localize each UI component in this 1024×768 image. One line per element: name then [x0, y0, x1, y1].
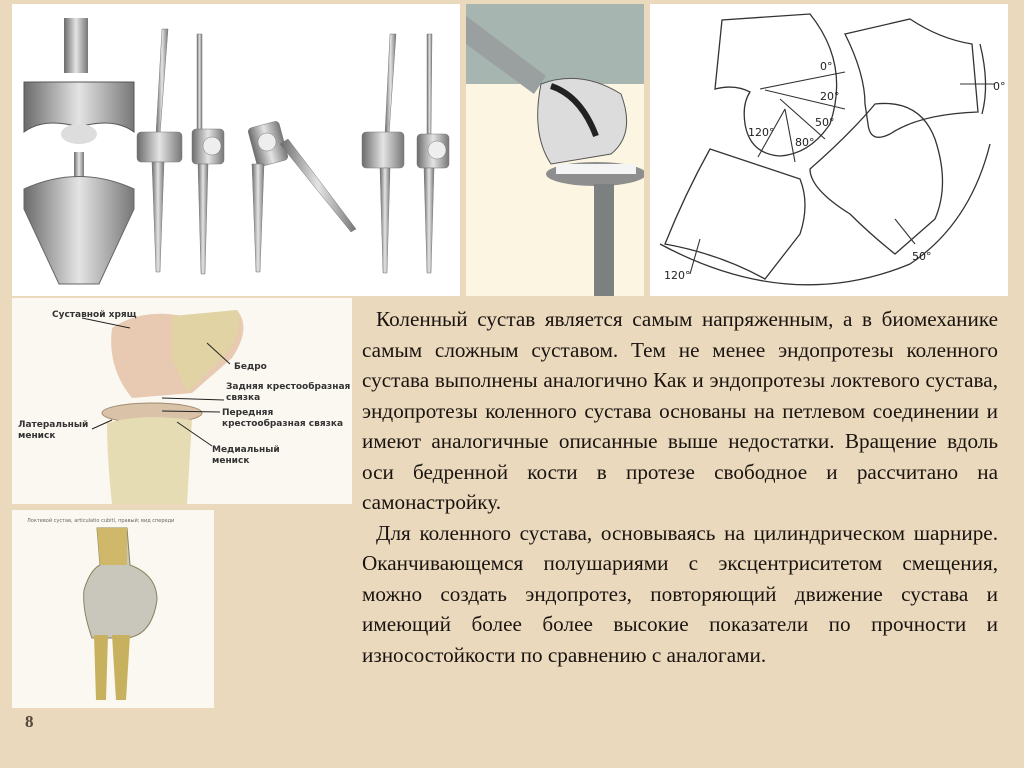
- angle-label: 20°: [820, 90, 840, 103]
- prosthesis-photo: [12, 4, 460, 296]
- prosthesis-illustration: [12, 4, 460, 296]
- angle-label: 120°: [748, 126, 775, 139]
- hinge-illustration: [466, 4, 644, 296]
- label-femur: Бедро: [234, 362, 267, 372]
- elbow-illustration: [12, 510, 214, 708]
- elbow-anatomy-image: [12, 510, 214, 708]
- angle-label: 0°: [820, 60, 833, 73]
- angle-label: 0°: [993, 80, 1006, 93]
- angle-label: 50°: [912, 250, 932, 263]
- angle-label: 50°: [815, 116, 835, 129]
- knee-anatomy-image: [12, 298, 352, 504]
- paragraph-2: Для коленного сустава, основываясь на цилиндрическом шарнире. Оканчивающемся полушариями с эксцентриситетом смещения, можно создать эндопротез, повторяющий движение сустава и имеющий более более высокие показатели по прочности и износостойкости по сравнению с аналогами.: [362, 520, 998, 667]
- label-posterior-cruciate: Задняя крестообразная связка: [226, 382, 351, 403]
- label-anterior-cruciate: Передняя крестообразная связка: [222, 408, 344, 429]
- angle-label: 80°: [795, 136, 815, 149]
- rotation-diagram: [650, 4, 1008, 296]
- body-text: [362, 304, 998, 670]
- label-cartilage: Суставной хрящ: [52, 310, 137, 320]
- page-number: 8: [25, 712, 34, 731]
- paragraph-1: Коленный сустав является самым напряженным, а в биомеханике самым сложным суставом. Тем не менее эндопротезы коленного сустава выполнены аналогично Как и эндопротезы локтевого сустава, эндопротезы коленного сустава основаны на петлевом соединении и имеют аналогичные описанные выше недостатки. Вращение вдоль оси бедренной кости в протезе свободное и рассчитано на самонастройку.: [362, 307, 998, 514]
- elbow-caption: Локтевой сустав, articulatio cubiti, правый; вид спереди: [27, 518, 175, 524]
- angle-label: 120°: [664, 269, 691, 282]
- hinge-prosthesis-photo: [466, 4, 644, 296]
- rotation-diagram-svg: [650, 4, 1008, 296]
- label-medial-meniscus: Медиальный мениск: [212, 445, 280, 466]
- label-lateral-meniscus: Латеральный мениск: [18, 420, 89, 441]
